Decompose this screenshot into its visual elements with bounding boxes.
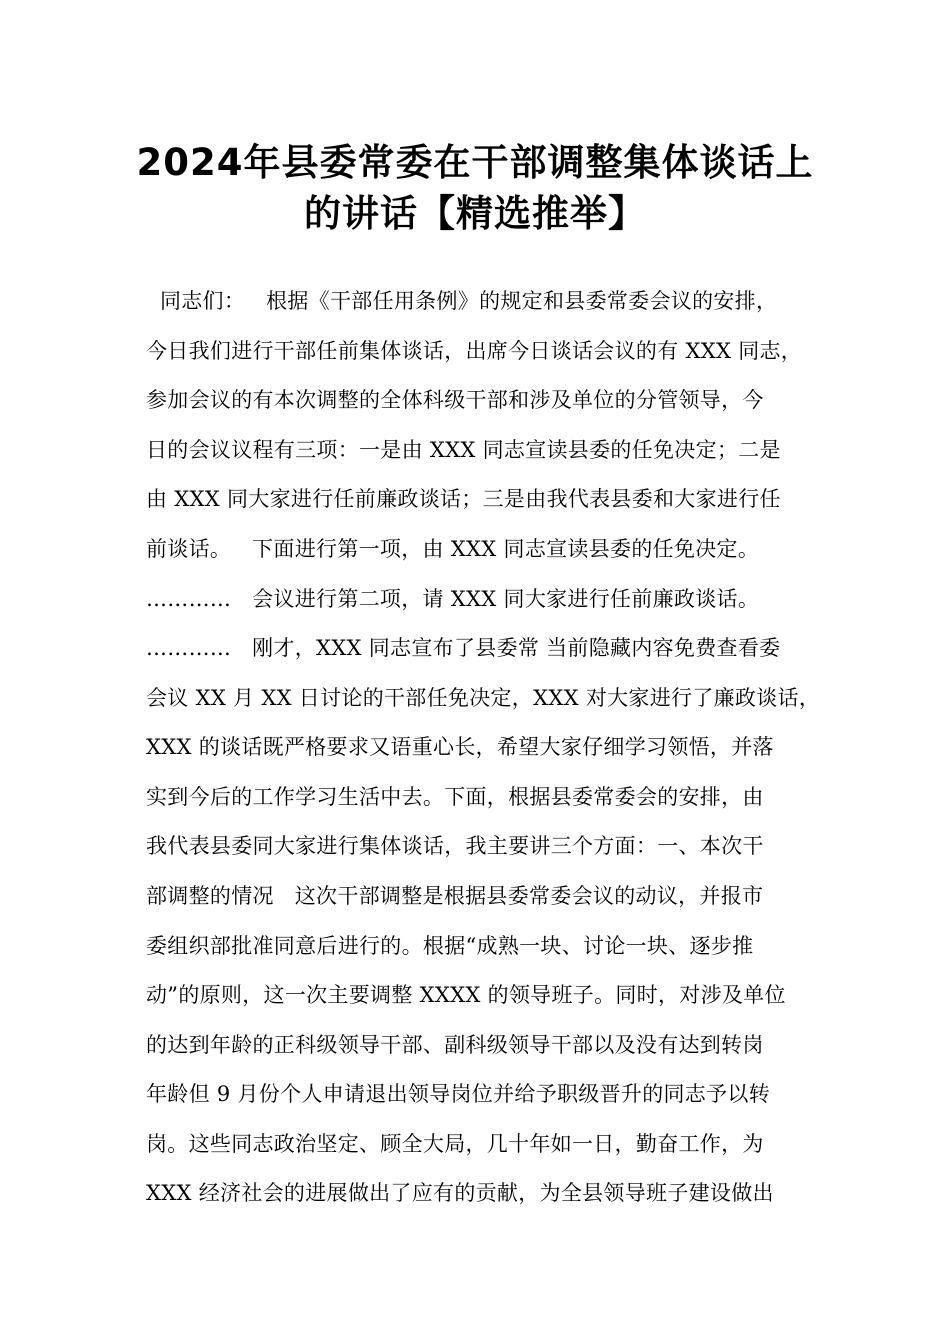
body-text-line: 委组织部批准同意后进行的。根据“成熟一块、讨论一块、逐步推 bbox=[146, 934, 754, 958]
body-text-line: 动”的原则，这一次主要调整 XXXX 的领导班子。同时，对涉及单位 bbox=[146, 983, 786, 1007]
body-text-line: 前谈话。 下面进行第一项，由 XXX 同志宣读县委的任免决定。 bbox=[146, 537, 760, 561]
body-text-line: 会议 XX 月 XX 日讨论的干部任免决定，XXX 对大家进行了廉政谈话， bbox=[146, 686, 821, 710]
body-text-line: XXX 的谈话既严格要求又语重心长，希望大家仔细学习领悟，并落 bbox=[146, 735, 774, 759]
body-text-line: 参加会议的有本次调整的全体科级干部和涉及单位的分管领导，今 bbox=[146, 388, 764, 412]
document-title-line-1: 2024年县委常委在干部调整集体谈话上 bbox=[136, 141, 814, 184]
body-text-line: 年龄但 9 月份个人申请退出领导岗位并给予职级晋升的同志予以转 bbox=[146, 1082, 771, 1106]
body-text-line: 今日我们进行干部任前集体谈话，出席今日谈话会议的有 XXX 同志， bbox=[146, 339, 803, 363]
body-text-line: 实到今后的工作学习生活中去。下面，根据县委常委会的安排，由 bbox=[146, 785, 764, 809]
body-text-line: 的达到年龄的正科级领导干部、副科级领导干部以及没有达到转岗 bbox=[146, 1033, 764, 1057]
body-text-line: 部调整的情况 这次干部调整是根据县委常委会议的动议，并报市 bbox=[146, 884, 764, 908]
body-text-line: ………… 会议进行第二项，请 XXX 同大家进行任前廉政谈话。 bbox=[146, 587, 760, 611]
body-text-line: 岗。这些同志政治坚定、顾全大局，几十年如一日，勤奋工作，为 bbox=[146, 1132, 764, 1156]
body-text-line: ………… 刚才，XXX 同志宣布了县委常 当前隐藏内容免费查看委 bbox=[146, 636, 781, 660]
body-text-line: 同志们： 根据《干部任用条例》的规定和县委常委会议的安排， bbox=[146, 289, 778, 313]
body-text-line: 由 XXX 同大家进行任前廉政谈话；三是由我代表县委和大家进行任 bbox=[146, 487, 781, 511]
body-text-line: 我代表县委同大家进行集体谈话，我主要讲三个方面：一、本次干 bbox=[146, 834, 764, 858]
document-title-line-2: 的讲话【精选推举】 bbox=[304, 192, 646, 235]
body-text-line: XXX 经济社会的进展做出了应有的贡献，为全县领导班子建设做出 bbox=[146, 1181, 774, 1205]
body-text-line: 日的会议议程有三项：一是由 XXX 同志宣读县委的任免决定；二是 bbox=[146, 438, 781, 462]
